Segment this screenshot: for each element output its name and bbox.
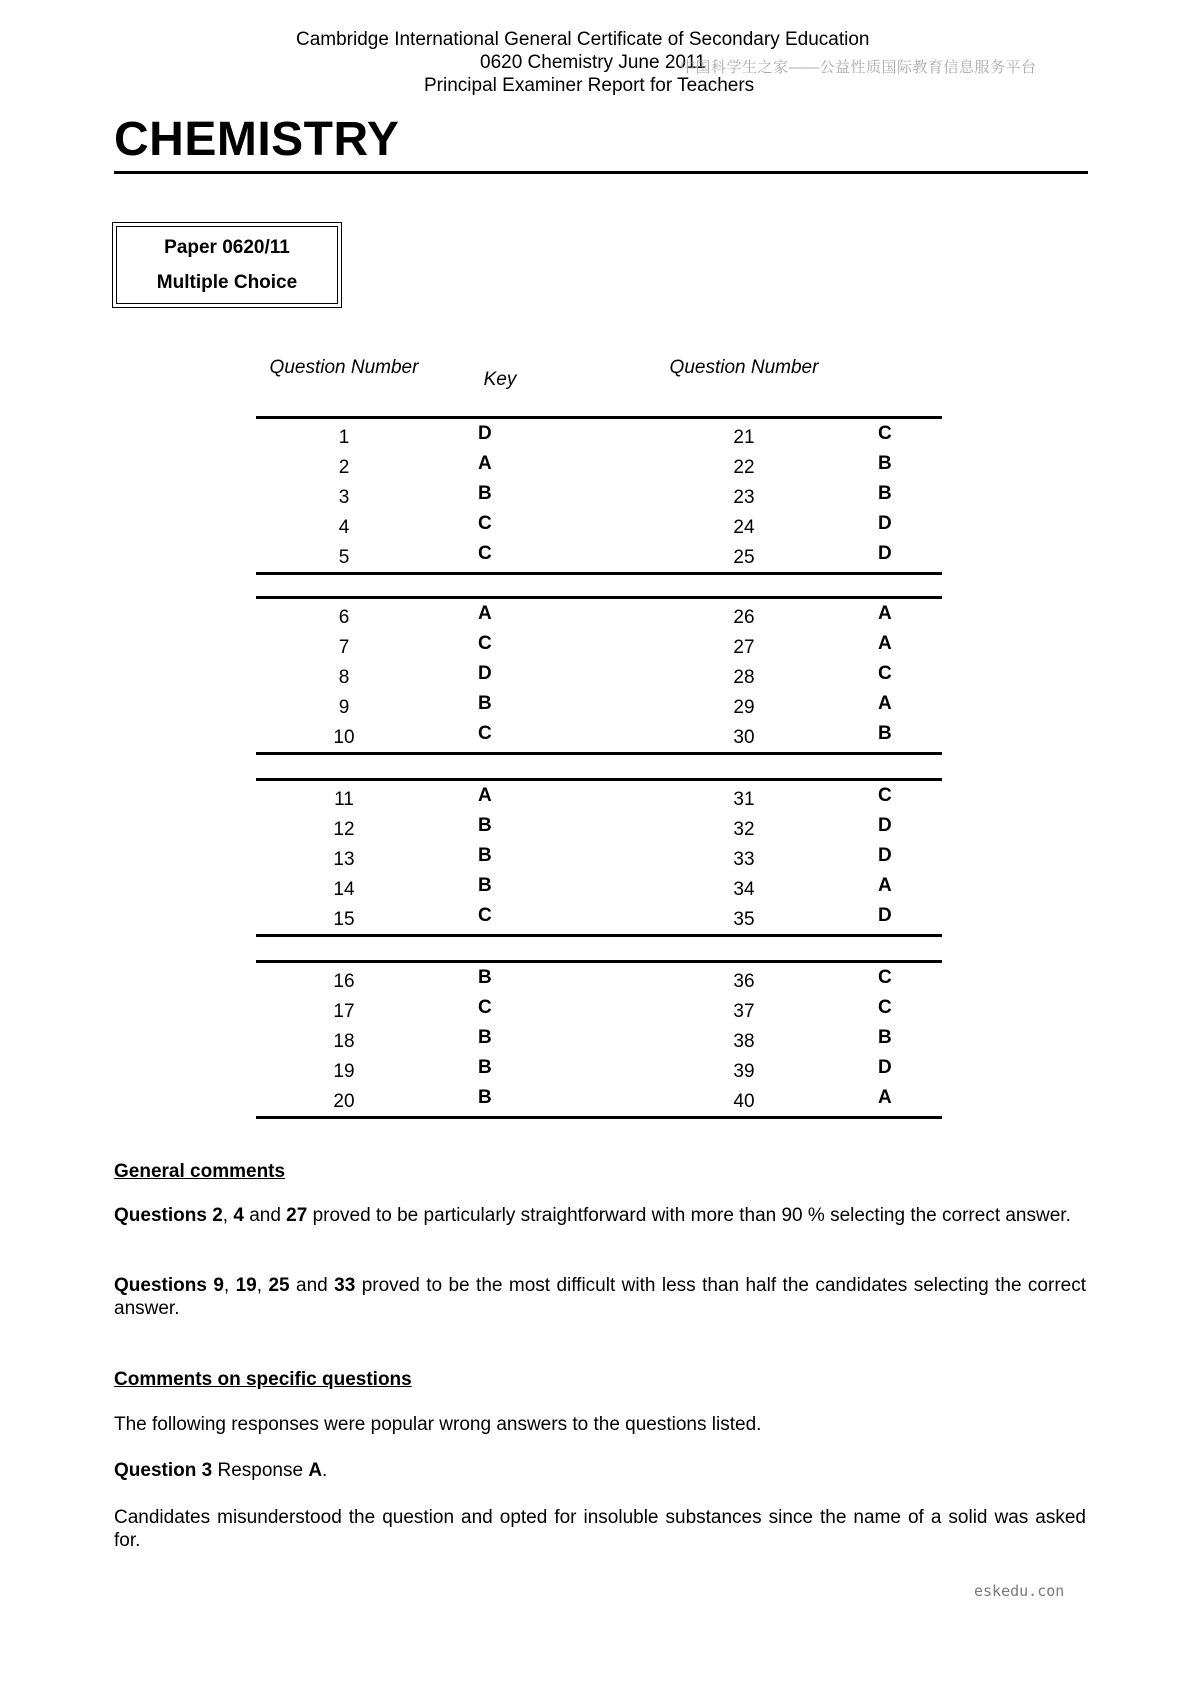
question-number-cell: 18 [333,1031,355,1052]
table-row [256,994,942,1024]
question-number-cell: 34 [733,879,755,900]
question-3-comment: Candidates misunderstood the question and opted for insoluble substances since the name of a solid was asked for. [114,1507,1086,1551]
group-bottom-rule [256,1116,942,1119]
header-line-3: Principal Examiner Report for Teachers [424,75,755,96]
key-cell: D [878,1057,892,1078]
header-question-number-2: Question Number [669,357,819,378]
footer-watermark: eskedu.con [974,1582,1065,1600]
table-row [256,720,942,750]
key-cell: B [478,815,492,836]
question-number-cell: 7 [338,637,350,658]
question-number-cell: 14 [333,879,355,900]
key-cell: C [478,633,492,654]
specific-intro: The following responses were popular wrong answers to the questions listed. [114,1414,762,1435]
key-cell: B [478,845,492,866]
key-cell: A [478,453,492,474]
question-number-cell: 2 [338,457,350,478]
key-cell: C [878,663,892,684]
question-number-cell: 20 [333,1091,355,1112]
key-cell: B [478,1087,492,1108]
key-cell: C [478,543,492,564]
question-number-cell: 8 [338,667,350,688]
key-cell: C [878,423,892,444]
title-divider [114,171,1088,174]
key-cell: A [478,603,492,624]
key-cell: C [878,967,892,988]
key-cell: A [878,603,892,624]
general-comments-p1: Questions 2, 4 and 27 proved to be particularly straightforward with more than 90 % selecting the correct answer. [114,1205,1071,1226]
question-number-cell: 17 [333,1001,355,1022]
question-number-cell: 24 [733,517,755,538]
key-cell: B [478,693,492,714]
key-cell: C [478,997,492,1018]
header-question-number: Question Number [269,357,419,378]
question-number-cell: 10 [333,727,355,748]
key-cell: D [878,815,892,836]
question-number-cell: 16 [333,971,355,992]
key-cell: B [478,1027,492,1048]
key-cell: B [478,483,492,504]
question-number-cell: 26 [733,607,755,628]
key-cell: D [478,423,492,444]
question-number-cell: 3 [338,487,350,508]
table-row [256,872,942,902]
group-top-rule [256,596,942,599]
question-number-cell: 30 [733,727,755,748]
key-cell: A [478,785,492,806]
table-row [256,690,942,720]
question-number-cell: 33 [733,849,755,870]
header-line-2: 0620 Chemistry June 2011 [480,52,706,73]
question-number-cell: 22 [733,457,755,478]
header-key: Key [483,369,517,390]
question-number-cell: 39 [733,1061,755,1082]
header-line-1: Cambridge International General Certificate of Secondary Education [296,29,870,50]
question-number-cell: 36 [733,971,755,992]
question-number-cell: 19 [333,1061,355,1082]
key-cell: B [478,967,492,988]
group-bottom-rule [256,752,942,755]
paper-type: Multiple Choice [156,272,298,293]
table-row [256,782,942,812]
general-comments-heading: General comments [114,1161,286,1182]
key-cell: D [478,663,492,684]
key-cell: B [878,453,892,474]
table-row [256,1054,942,1084]
key-cell: D [878,845,892,866]
question-number-cell: 12 [333,819,355,840]
table-row [256,964,942,994]
question-number-cell: 38 [733,1031,755,1052]
key-cell: B [878,723,892,744]
question-number-cell: 27 [733,637,755,658]
question-number-cell: 25 [733,547,755,568]
specific-comments-heading: Comments on specific questions [114,1369,412,1390]
key-cell: B [878,1027,892,1048]
question-number-cell: 6 [338,607,350,628]
key-cell: A [878,693,892,714]
group-top-rule [256,960,942,963]
table-row [256,630,942,660]
key-cell: B [478,1057,492,1078]
question-number-cell: 37 [733,1001,755,1022]
key-cell: B [478,875,492,896]
key-cell: C [478,723,492,744]
question-number-cell: 29 [733,697,755,718]
table-row [256,420,942,450]
question-number-cell: 9 [338,697,350,718]
table-row [256,540,942,570]
key-cell: D [878,513,892,534]
group-top-rule [256,778,942,781]
question-number-cell: 31 [733,789,755,810]
question-number-cell: 35 [733,909,755,930]
table-row [256,902,942,932]
page-title: CHEMISTRY [114,113,400,166]
key-cell: C [878,997,892,1018]
group-bottom-rule [256,934,942,937]
key-cell: A [878,633,892,654]
question-3-label: Question 3 Response A. [114,1460,328,1481]
question-number-cell: 5 [338,547,350,568]
question-number-cell: 1 [338,427,350,448]
question-number-cell: 23 [733,487,755,508]
key-cell: C [478,905,492,926]
question-number-cell: 28 [733,667,755,688]
question-number-cell: 13 [333,849,355,870]
key-cell: B [878,483,892,504]
key-cell: D [878,543,892,564]
key-cell: C [878,785,892,806]
paper-box [112,222,342,308]
key-cell: A [878,875,892,896]
key-cell: A [878,1087,892,1108]
question-number-cell: 4 [338,517,350,538]
general-comments-p2: Questions 9, 19, 25 and 33 proved to be the most difficult with less than half the candidates selecting the correct answer. [114,1275,1086,1319]
table-row [256,480,942,510]
key-cell: C [478,513,492,534]
question-number-cell: 40 [733,1091,755,1112]
table-row [256,510,942,540]
question-number-cell: 15 [333,909,355,930]
group-bottom-rule [256,572,942,575]
watermark: 中国科学生之家——公益性质国际教育信息服务平台 [680,59,1037,76]
question-number-cell: 21 [733,427,755,448]
table-row [256,1024,942,1054]
table-row [256,450,942,480]
paper-code: Paper 0620/11 [164,237,290,258]
group-top-rule [256,416,942,419]
table-row [256,1084,942,1114]
question-number-cell: 11 [334,789,354,810]
table-row [256,600,942,630]
table-row [256,812,942,842]
table-row [256,660,942,690]
table-row [256,842,942,872]
question-number-cell: 32 [733,819,755,840]
key-cell: D [878,905,892,926]
